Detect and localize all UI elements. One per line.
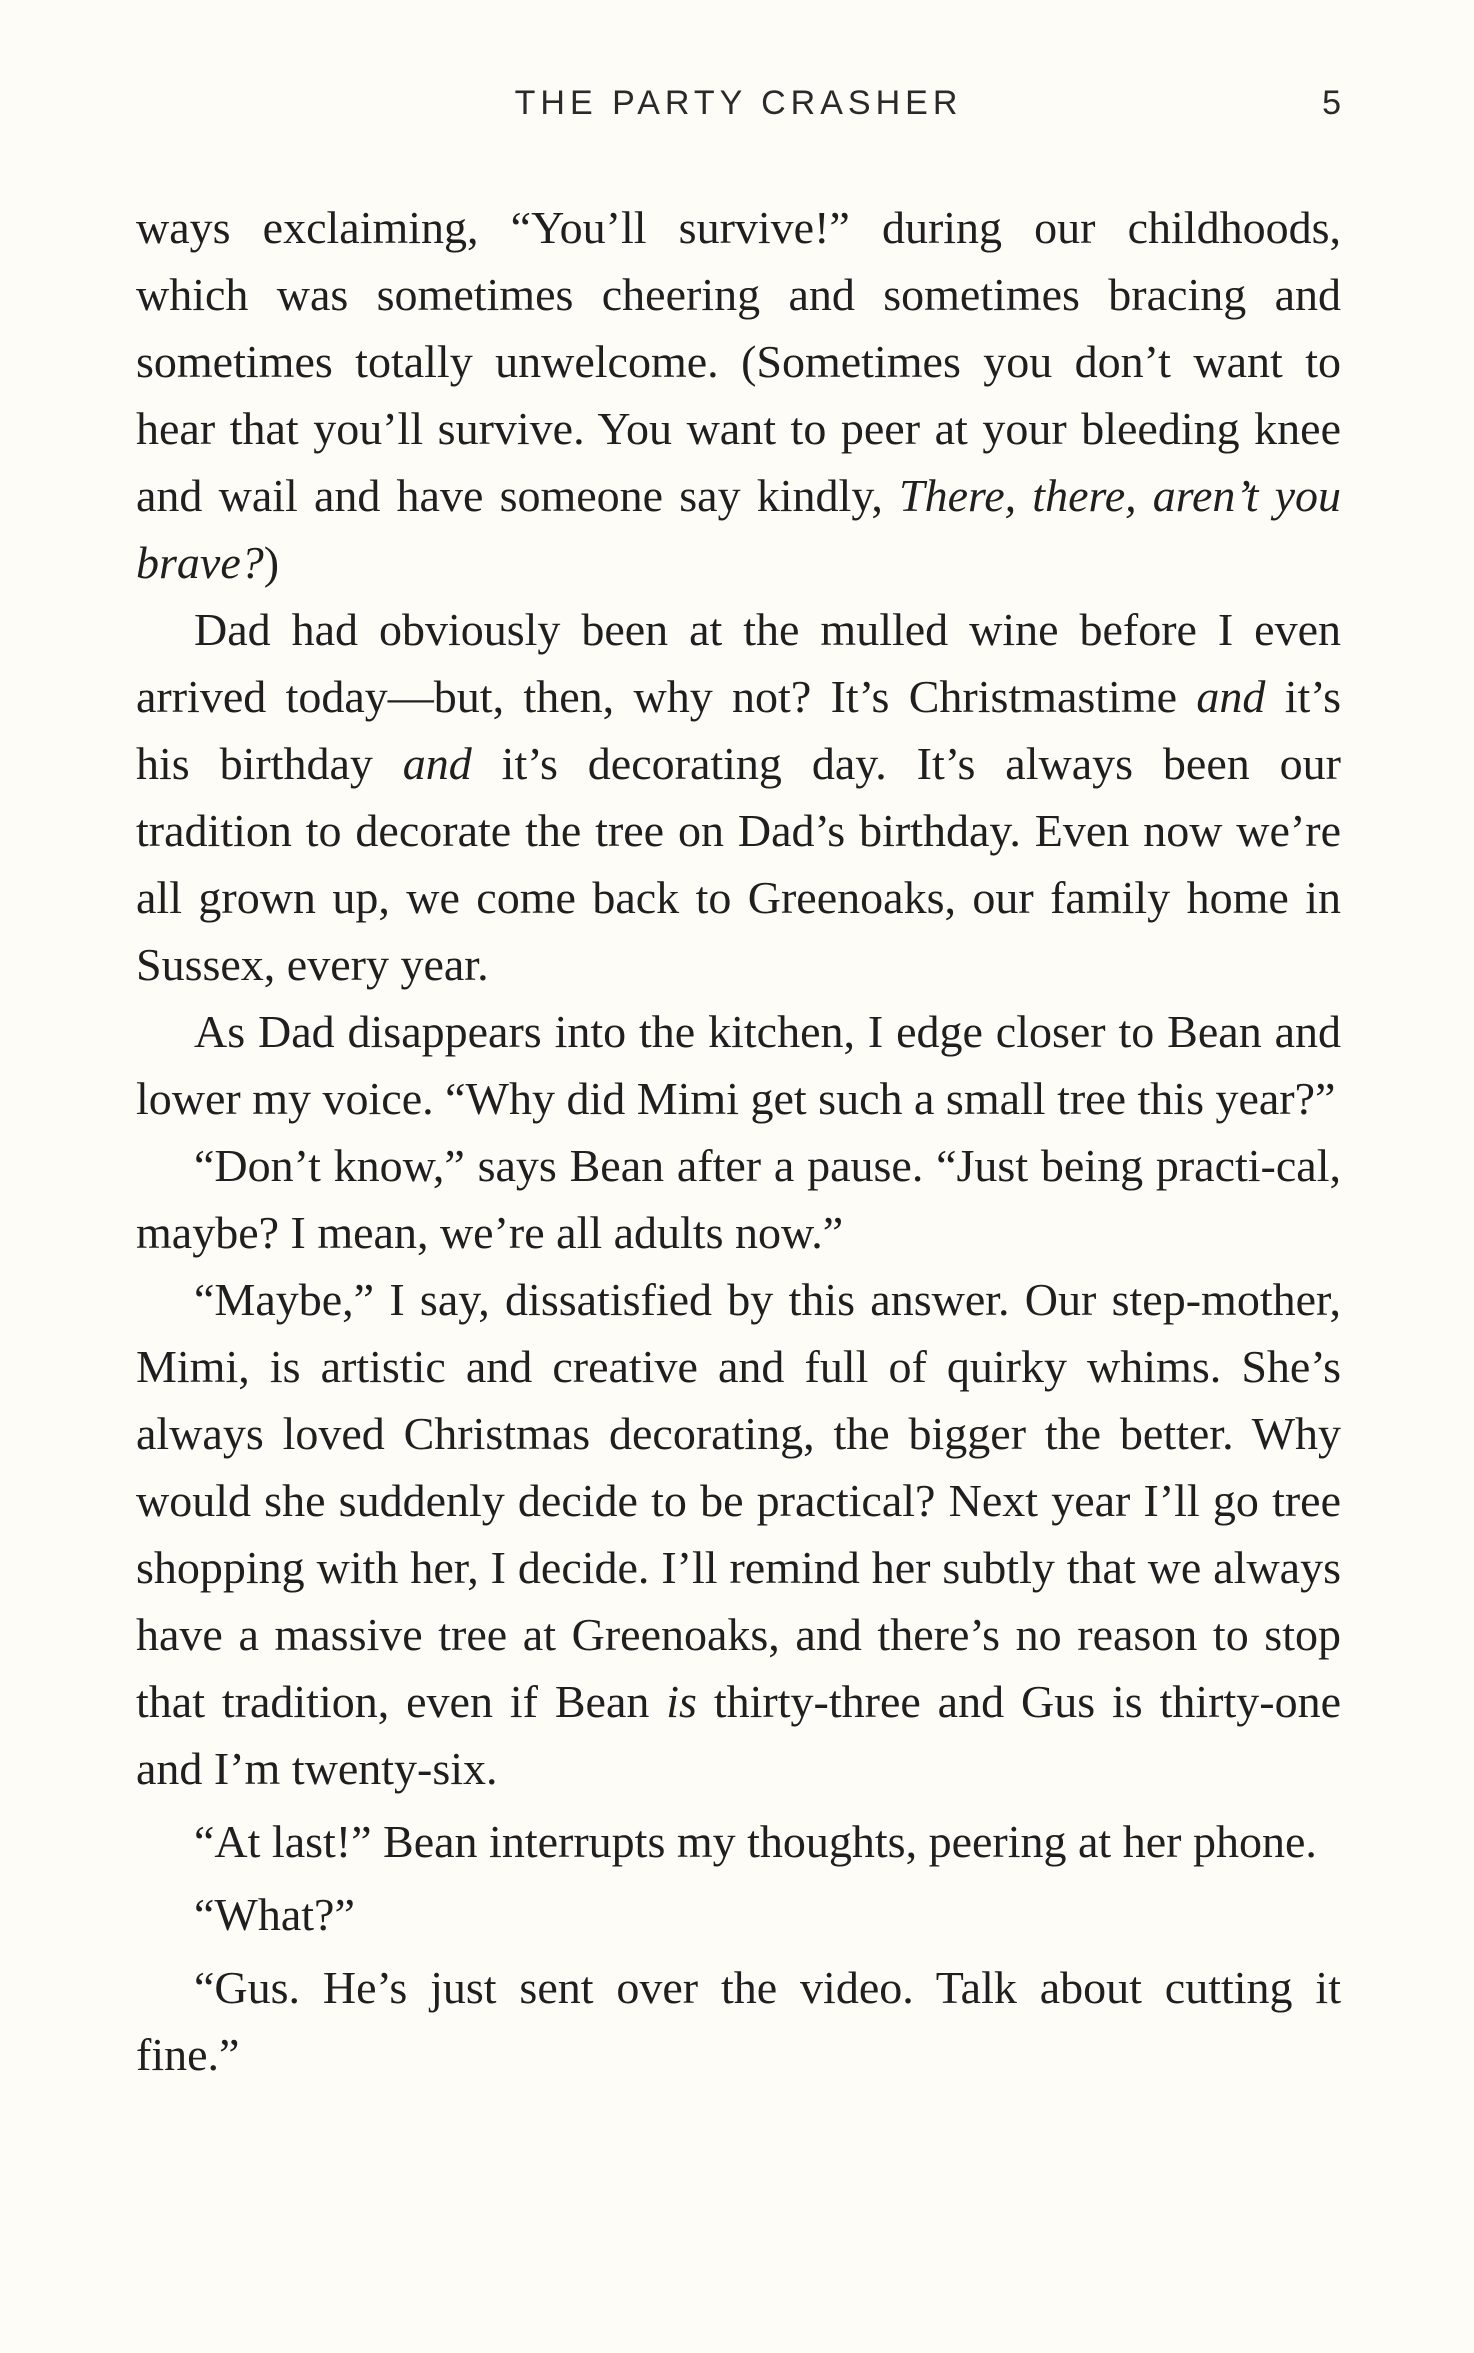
paragraph-7: “What?” [194, 1889, 355, 1940]
body-text [136, 194, 1341, 2088]
paragraph-5-text: “Maybe,” I say, dissatisfied by this answer. Our step-mother, Mimi, is artistic and creative and full of quirky whims. She’s always loved Christmas decorating, the bigger the better. Why would she suddenly decide to be practical? Next year I’ll go tree shopping with her, I decide. I’ll remind her subtly that we always have a massive tree at Greenoaks, and there’s no reason to stop that tradition, even if Bean [136, 1274, 1341, 1727]
paragraph-2-text-b: it’s his birthday [136, 671, 1341, 789]
paragraph-3: As Dad disappears into the kitchen, I edge closer to Bean and lower my voice. “Why did Mimi get such a small tree this year?” [136, 1006, 1341, 1124]
paragraph-2-italic-b: and [402, 738, 472, 789]
paragraph-1-text: ways exclaiming, “You’ll survive!” during our childhoods, which was sometimes cheering and sometimes bracing and sometimes totally unwelcome. (Sometimes you don’t want to hear that you’ll survive. You want to peer at your bleeding knee and wail and have someone say kindly, [136, 202, 1341, 521]
paragraph-2-text: Dad had obviously been at the mulled wine before I even arrived today—but, then, why not? It’s Christmastime [136, 604, 1341, 722]
paragraph-2-italic: and [1196, 671, 1266, 722]
paragraph-5-text-end: thirty-three and Gus is thirty-one and I’m twenty-six. [136, 1676, 1341, 1794]
paragraph-1 [136, 194, 1341, 596]
paragraph-6: “At last!” Bean interrupts my thoughts, peering at her phone. [194, 1816, 1317, 1867]
paragraph-5 [136, 1266, 1341, 1802]
paragraph-1-italic: There, there, aren’t you brave? [136, 470, 1341, 588]
paragraph-2-text-end: it’s decorating day. It’s always been our tradition to decorate the tree on Dad’s birthday. Even now we’re all grown up, we come back to Greenoaks, our family home in Sussex, every year. [136, 738, 1341, 990]
paragraph-1-text-end: ) [263, 537, 280, 588]
paragraph-2 [136, 596, 1341, 998]
paragraph-8: “Gus. He’s just sent over the video. Talk about cutting it fine.” [136, 1962, 1341, 2080]
page-number: 5 [1322, 84, 1341, 122]
paragraph-5-italic: is [666, 1676, 697, 1727]
running-head [136, 84, 1341, 134]
paragraph-4: “Don’t know,” says Bean after a pause. “Just being practi-cal, maybe? I mean, we’re all adults now.” [136, 1140, 1341, 1258]
running-head-title: THE PARTY CRASHER [514, 84, 963, 122]
